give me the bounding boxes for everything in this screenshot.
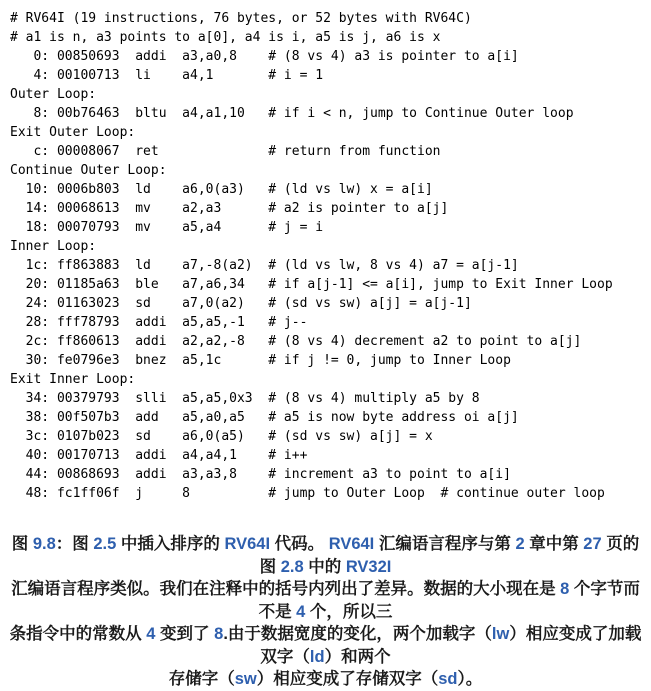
caption-highlight-segment: ld xyxy=(309,647,325,666)
code-line: 10: 0006b803 ld a6,0(a3) # (ld vs lw) x = a[i] xyxy=(10,182,433,197)
caption-text-segment: 中的 xyxy=(303,557,346,576)
code-line: Outer Loop: xyxy=(10,87,97,102)
caption-highlight-segment: 4 xyxy=(146,625,156,643)
caption-highlight-segment: 2 xyxy=(515,535,525,553)
caption-highlight-segment: lw xyxy=(491,625,510,643)
caption-highlight-segment: RV64I xyxy=(224,535,271,553)
code-line: 2c: ff860613 addi a2,a2,-8 # (8 vs 4) decrement a2 to point to a[j] xyxy=(10,334,582,349)
assembly-code-listing xyxy=(10,9,613,503)
caption-text-segment: 汇编语言程序类似。我们在注释中的括号内列出了差异。数据的大小现在是 xyxy=(11,580,561,598)
caption-text-segment: 章中第 xyxy=(524,535,584,553)
code-line: 48: fc1ff06f j 8 # jump to Outer Loop # continue outer loop xyxy=(10,486,605,501)
code-line: 44: 00868693 addi a3,a3,8 # increment a3 to point to a[i] xyxy=(10,467,511,482)
caption-text-segment: 汇编语言程序与第 xyxy=(374,535,516,553)
caption-highlight-segment: 8 xyxy=(214,625,224,643)
caption-highlight-segment: 27 xyxy=(583,535,602,553)
code-line: 38: 00f507b3 add a5,a0,a5 # a5 is now byte address oi a[j] xyxy=(10,410,519,425)
caption-highlight-segment: sd xyxy=(438,670,458,688)
caption-highlight-segment: 8 xyxy=(560,580,570,598)
code-line: # a1 is n, a3 points to a[0], a4 is i, a5 is j, a6 is x xyxy=(10,30,441,45)
caption-text-segment: ：图 xyxy=(55,535,94,553)
code-line: 3c: 0107b023 sd a6,0(a5) # (sd vs sw) a[j] = x xyxy=(10,429,433,444)
code-line: 24: 01163023 sd a7,0(a2) # (sd vs sw) a[j] = a[j-1] xyxy=(10,296,472,311)
caption-line xyxy=(5,533,646,578)
code-line: Continue Outer Loop: xyxy=(10,163,167,178)
caption-text-segment: .由于数据宽度的变化，两个加载字（ xyxy=(223,625,492,643)
code-line: # RV64I (19 instructions, 76 bytes, or 52 bytes with RV64C) xyxy=(10,11,472,26)
caption-text-segment: ）相应变成了存储双字（ xyxy=(256,670,439,688)
caption-text-segment: 变到了 xyxy=(155,625,215,643)
caption-text-segment: 图 xyxy=(11,535,33,553)
code-line: Exit Inner Loop: xyxy=(10,372,136,387)
code-line: 14: 00068613 mv a2,a3 # a2 is pointer to a[j] xyxy=(10,201,449,216)
code-line: 30: fe0796e3 bnez a5,1c # if j != 0, jump to Inner Loop xyxy=(10,353,511,368)
code-line: 28: fff78793 addi a5,a5,-1 # j-- xyxy=(10,315,308,330)
caption-highlight-segment: 2.8 xyxy=(280,557,304,576)
code-line: c: 00008067 ret # return from function xyxy=(10,144,441,159)
caption-text-segment: 页的图 xyxy=(259,535,640,576)
code-line: 34: 00379793 slli a5,a5,0x3 # (8 vs 4) multiply a5 by 8 xyxy=(10,391,480,406)
caption-highlight-segment: 9.8 xyxy=(32,535,56,553)
code-line: 40: 00170713 addi a4,a4,1 # i++ xyxy=(10,448,308,463)
caption-text-segment: 条指令中的常数从 xyxy=(9,625,147,643)
caption-highlight-segment: 2.5 xyxy=(93,535,117,553)
code-line: 18: 00070793 mv a5,a4 # j = i xyxy=(10,220,324,235)
code-line: 0: 00850693 addi a3,a0,8 # (8 vs 4) a3 is pointer to a[i] xyxy=(10,49,519,64)
caption-text-segment: 中插入排序的 xyxy=(116,535,225,553)
figure-caption xyxy=(5,533,646,691)
caption-text-segment: 个，所以三 xyxy=(305,602,393,621)
code-line: 1c: ff863883 ld a7,-8(a2) # (ld vs lw, 8 vs 4) a7 = a[j-1] xyxy=(10,258,519,273)
caption-text-segment: 代码。 xyxy=(270,535,329,553)
caption-highlight-segment: RV32I xyxy=(345,557,392,576)
caption-highlight-segment: RV64I xyxy=(328,535,375,553)
caption-line xyxy=(5,668,646,691)
caption-line xyxy=(5,578,646,623)
code-line: 4: 00100713 li a4,1 # i = 1 xyxy=(10,68,324,83)
caption-highlight-segment: 4 xyxy=(296,602,306,621)
caption-line xyxy=(5,623,646,668)
caption-text-segment: ）相应变成了加载双字（ xyxy=(260,625,642,666)
code-line: Exit Outer Loop: xyxy=(10,125,136,140)
caption-text-segment: ）和两个 xyxy=(324,647,391,666)
caption-text-segment: ）。 xyxy=(457,670,483,688)
caption-text-segment: 存储字（ xyxy=(168,670,235,688)
caption-text-segment: 个字节而不是 xyxy=(258,580,640,621)
code-line: 20: 01185a63 ble a7,a6,34 # if a[j-1] <= a[i], jump to Exit Inner Loop xyxy=(10,277,613,292)
code-line: Inner Loop: xyxy=(10,239,97,254)
code-line: 8: 00b76463 bltu a4,a1,10 # if i < n, jump to Continue Outer loop xyxy=(10,106,574,121)
caption-highlight-segment: sw xyxy=(234,670,257,688)
